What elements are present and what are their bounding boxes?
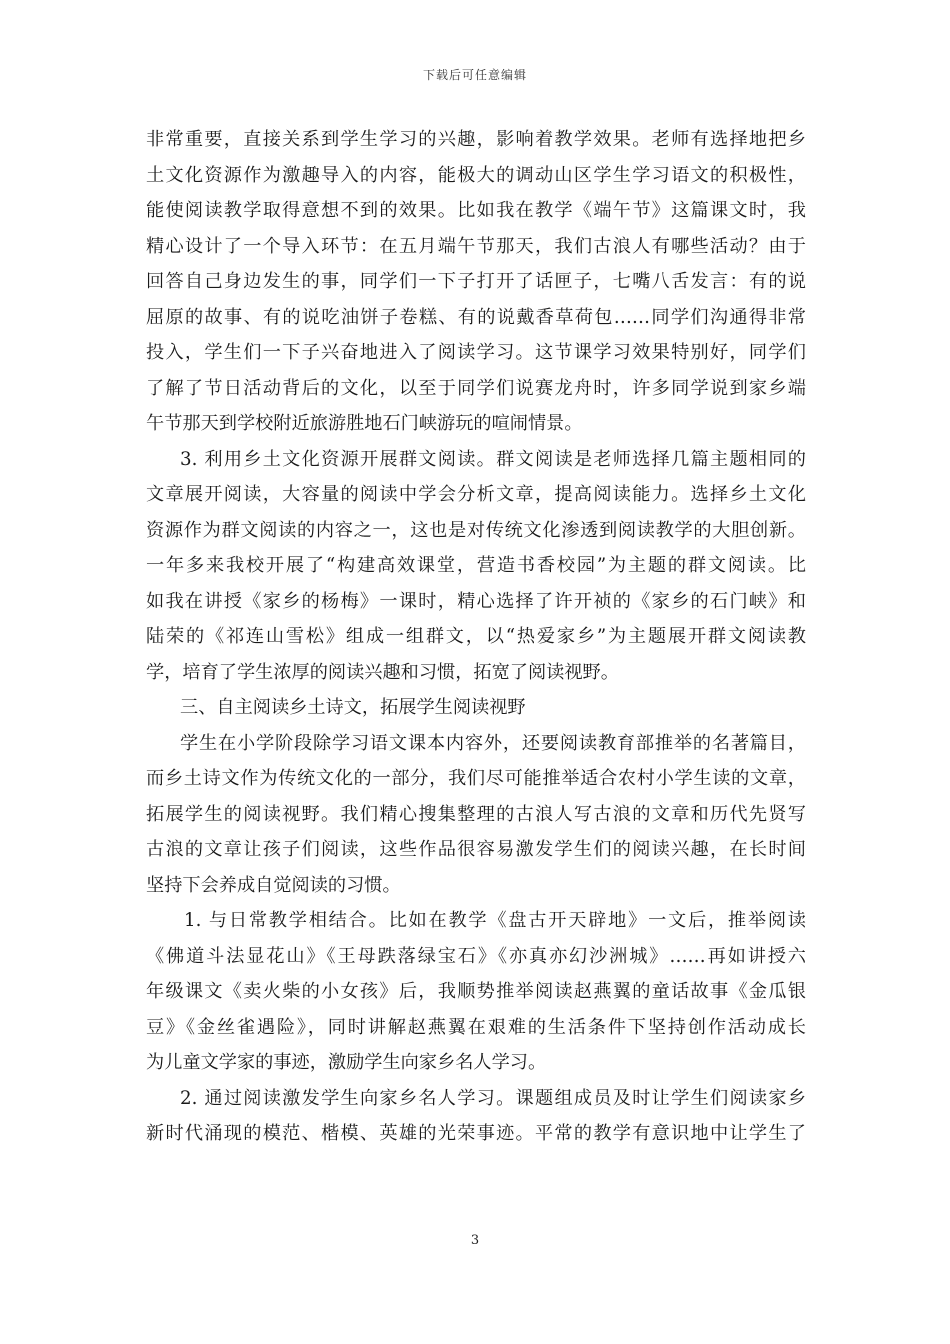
text-line: 回答自己身边发生的事，同学们一下子打开了话匣子，七嘴八舌发言：有的说 [146,271,806,292]
text-line: 新时代涌现的模范、楷模、英雄的光荣事迹。平常的教学有意识地中让学生了 [146,1123,806,1144]
text-line: 投入，学生们一下子兴奋地进入了阅读学习。这节课学习效果特别好，同学们 [146,342,806,363]
text-line: 屈原的故事、有的说吃油饼子卷糕、有的说戴香草荷包……同学们沟通得非常 [146,306,806,328]
text-line: 土文化资源作为激趣导入的内容，能极大的调动山区学生学习语文的积极性， [146,164,806,186]
text-line: 午节那天到学校附近旅游胜地石门峡游玩的喧闹情景。 [146,413,583,434]
text-line: 坚持下会养成自觉阅读的习惯。 [146,874,401,896]
text-line: 精心设计了一个导入环节：在五月端午节那天，我们古浪人有哪些活动？由于 [146,235,806,257]
text-line: 学生在小学阶段除学习语文课本内容外，还要阅读教育部推举的名著篇目， [180,732,806,754]
text-line: 学，培育了学生浓厚的阅读兴趣和习惯，拓宽了阅读视野。 [146,661,619,683]
text-line: 而乡土诗文作为传统文化的一部分，我们尽可能推举适合农村小学生读的文章， [146,768,806,789]
text-line: 如我在讲授《家乡的杨梅》一课时，精心选择了许开祯的《家乡的石门峡》和 [146,590,806,612]
text-line: 能使阅读教学取得意想不到的效果。比如我在教学《端午节》这篇课文时，我 [146,200,806,221]
text-line: 陆荣的《祁连山雪松》组成一组群文，以“热爱家乡”为主题展开群文阅读教 [146,626,806,647]
text-line: 非常重要，直接关系到学生学习的兴趣，影响着教学效果。老师有选择地把乡 [146,129,806,150]
page-number: 3 [470,1233,480,1248]
section-heading: 三、自主阅读乡土诗文，拓展学生阅读视野 [180,697,526,718]
document-body [146,122,806,1152]
text-line: 拓展学生的阅读视野。我们精心搜集整理的古浪人写古浪的文章和历代先贤写 [146,803,806,825]
text-line: 一年多来我校开展了“构建高效课堂，营造书香校园”为主题的群文阅读。比 [146,555,806,576]
text-line: 2. 通过阅读激发学生向家乡名人学习。课题组成员及时让学生们阅读家乡 [180,1087,806,1109]
text-line: 了解了节日活动背后的文化，以至于同学们说赛龙舟时，许多同学说到家乡端 [146,377,806,399]
page-header: 下载后可任意编辑 [422,68,527,82]
text-line: 3. 利用乡土文化资源开展群文阅读。群文阅读是老师选择几篇主题相同的 [180,448,806,470]
text-line: 豆》《金丝雀遇险》，同时讲解赵燕翼在艰难的生活条件下坚持创作活动成长 [146,1016,806,1038]
text-line: 《佛道斗法显花山》《王母跌落绿宝石》《亦真亦幻沙洲城》……再如讲授六 [146,945,806,967]
text-line: 为儿童文学家的事迹，激励学生向家乡名人学习。 [146,1052,547,1073]
text-line: 古浪的文章让孩子们阅读，这些作品很容易激发学生们的阅读兴趣，在长时间 [146,839,806,860]
text-line: 文章展开阅读，大容量的阅读中学会分析文章，提高阅读能力。选择乡土文化 [146,484,806,505]
text-line: 年级课文《卖火柴的小女孩》后，我顺势推举阅读赵燕翼的童话故事《金瓜银 [146,981,806,1002]
text-line: 1. 与日常教学相结合。比如在教学《盘古开天辟地》一文后，推举阅读 [184,910,806,931]
text-line: 资源作为群文阅读的内容之一，这也是对传统文化渗透到阅读教学的大胆创新。 [146,519,806,541]
